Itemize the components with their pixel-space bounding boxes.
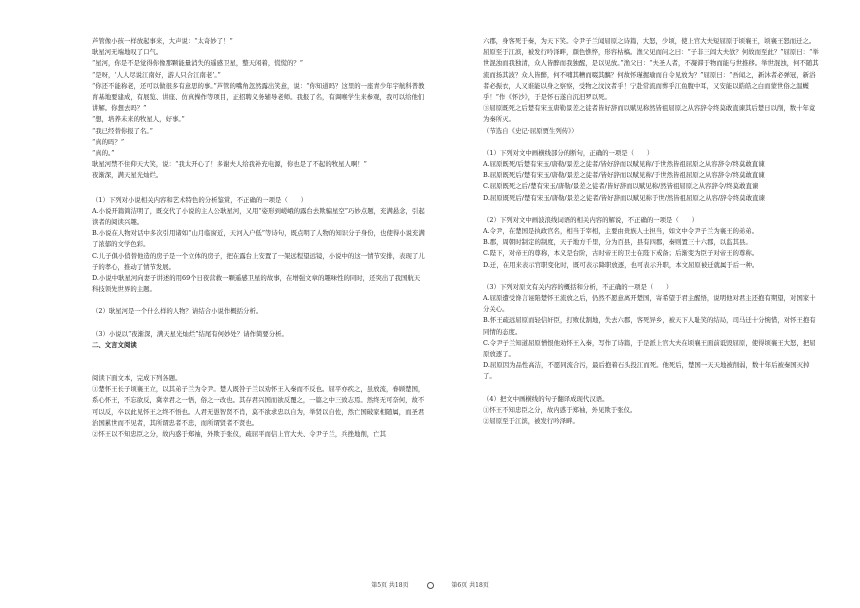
story-paragraph: “星河，你是不是觉得你像那颗能量消失的遥感卫星，整天闲着，慌慌的？” (92, 59, 304, 68)
question-1-option-c: C.儿子俱小俏替他造的房子是一个立体的房子，把在露台上安置了一架远程望远镜，小说中的这一情节安排，表现了儿子的孝心，推动了情节发展。 (92, 251, 425, 271)
question-1-option-d: D.屈原既死后/楚有宋玉/唐勒/景差之徒者/皆好辞而以赋见称于世/然皆祖屈原之从容/辞令终莫敢直谏 (483, 193, 765, 202)
page-footer (0, 580, 860, 589)
right-page-column (483, 36, 821, 427)
translation-sentence-2: ②屈原至于江滨，被发行吟泽畔。 (483, 417, 579, 426)
story-paragraph: 夜渐深，满天星光灿烂。 (92, 171, 163, 180)
story-paragraph: “我已经替你报了名。” (92, 126, 153, 135)
question-3-option-d: D.屈原因为品性高洁，不愿同流合污，最后抱着石头投江而死。他死后，楚国一天天地被削弱，数十年后被秦国灭掉了。 (483, 361, 810, 381)
question-2-option-d: D.迁，在用来表示官职变化时，既可表示降职放逐，也可表示升职，本文屈原被迁就属于后一种。 (483, 260, 759, 269)
section-heading: 二、文言文阅读 (92, 340, 137, 349)
story-paragraph: 耿星河禁不住仰天大笑，说：“我太开心了！多谢夫人给我补充电源，你也是了不起的牧星人啊！” (92, 160, 367, 169)
passage-source: （节选自《史记·屈原贾生列传》） (483, 126, 578, 135)
story-paragraph: “你还不能称老，还可以做很多有意思的事。”芦管的嘴角忽然露出笑意，说：“你知道吗？这里的一座青少年宇航科普教育基地要建成，有展览、讲座、仿真操作等项目，正招聘义务辅导老师。我报了名，有调喉学生来参观，我可以给他们讲解。你想去吗？” (92, 81, 425, 113)
story-paragraph: “真的吗？” (92, 137, 125, 146)
question-1-option-d: D.小说中耿星河向妻子讲述的用69个日夜营救一颗遥感卫星的故事，在增强文章的趣味性的同时，还突出了我国航天科技领先世界的主题。 (92, 274, 421, 294)
question-1-stem: （1）下列对文中画横线部分的断句，正确的一项是（ ） (483, 148, 654, 157)
question-2-option-b: B.郡，周朝时制定的制度，天子地方千里，分为百县，县有四郡，秦则置三十六郡，以监其县。 (483, 238, 752, 247)
page-number-left: 第5页 共18页 (371, 582, 409, 589)
story-paragraph: 芦管像小孩一样放起事来，大声说：“太奇妙了！” (92, 37, 233, 45)
question-2-stem: （2）下列对文中画波浪线词语的相关内容的解说，不正确的一项是（ ） (483, 215, 698, 224)
question-1-option-c: C.屈原既死之后/楚有宋玉/唐勒/景差之徒者/皆好辞而以赋见称/然皆祖屈原之从容辞令/终莫敢直谏 (483, 182, 759, 191)
fold-circle-icon (427, 582, 434, 589)
translation-sentence-1: ①怀王不知忠臣之分，故内惑于郑袖，外见欺于张仪。 (483, 405, 637, 414)
reading-instruction: 阅读下面文本，完成下列各题。 (92, 374, 182, 383)
question-1-option-a: A.小说开篇简洁明了，既交代了小说的主人公耿星河，又用“姿形到嵯峨的露台去欺骗星空”巧妙点题，充满悬念，引起读者的阅读兴趣。 (92, 206, 425, 227)
question-3-stem: （3）小说以“夜渐深，满天星光灿烂”结尾有何妙处？请作简要分析。 (92, 329, 288, 338)
question-1-option-b: B.小说在人物对话中多次引用诸如“山月临窗近，天河入户低”等诗句，既点明了人物的知识分子身份，也使得小说充满了浓郁的文学色彩。 (92, 229, 425, 249)
story-paragraph: 耿星河无端地叹了口气。 (92, 48, 163, 57)
question-2-stem: （2）耿星河是一个什么样的人物？请结合小说作概括分析。 (92, 307, 263, 316)
story-paragraph: “真的。” (92, 149, 115, 158)
question-2-option-a: A.令尹，在楚国是执政官名，相当于宰相，主要由贵族人士担当，如文中令尹子兰为襄王的弟弟。 (483, 227, 759, 236)
passage-paragraph-2-continued: 六郡，身客死于秦，为天下笑。令尹子兰闻屈原之诗篇，大怒，少顷，使上官大夫短屈原于顷襄王，顷襄王怒而迁之。屈原至于江滨，被发行吟泽畔，颜色憔悴，形容枯槁。渔父见而问之曰：“子非三闾大夫欤？何故而至此？”屈原曰：“举世混浊而我独清，众人皆醉而我独醒，是以见放。”渔父曰：“夫圣人者，不凝滞于物而能与世推移。举世混浊，何不随其流而扬其波？众人皆醉，何不哺其糟而啜其醨？何故怀瑾握瑜而自令见放为？”屈原曰：“吾闻之，新沐者必弹冠，新浴者必振衣，人又谁能以身之察察，受物之汶汶者乎！宁赴常流而葬乎江鱼腹中耳，又安能以皓皓之白而蒙世俗之温蠖乎！”作《怀沙》，于是怀石遂自沉汨罗以死。 (483, 37, 819, 102)
question-1-option-a: A.屈原既死/后楚有宋玉/唐勒/景差之徒者/皆好辞而以赋见称/于世然皆祖屈原之从容辞令/终莫敢直谏 (483, 160, 765, 169)
question-2-option-c: C.陛下，对帝王的尊称，本义是台阶，古时帝王的卫士在陛下戒备；后渐变为臣子对帝王的尊称。 (483, 249, 759, 258)
left-page-column (92, 36, 426, 440)
question-3-stem: （3）下列对原文有关内容的概括和分析，不正确的一项是（ ） (483, 282, 673, 291)
question-1-option-b: B.屈原既死后/楚有宋玉/唐勒/景差之徒者/皆好辞而以赋见称/于世然皆祖屈原之从容辞令/终莫敢直谏 (483, 171, 765, 180)
story-paragraph: “是呀，‘人人尽说江南好，游人只合江南老’。” (92, 70, 221, 79)
page-number-right: 第6页 共18页 (451, 582, 489, 589)
passage-paragraph-2: ②怀王以不知忠臣之分，故内惑于郑袖，外欺于张仪，疏屈平而信上官大夫、令尹子兰，兵挫地削，亡其 (92, 430, 386, 439)
question-3-option-b: B.怀王疏远屈原而轻信奸臣，打败仗割地，失去六郡，客死异乡，被天下人耻笑的结局，司马迁十分惋惜，对怀王抱有同情的态度。 (483, 316, 816, 336)
question-1-stem: （1）下列对小说相关内容和艺术特色的分析鉴赏，不正确的一项是（ ） (92, 195, 307, 204)
question-3-option-a: A.屈原遭受谗言诬陷楚怀王流放之后，仍然不愿意离开楚国，寄希望于君主醒悟，说明他对君主还抱有期望，对国家十分关心。 (483, 294, 816, 314)
question-3-option-c: C.令尹子兰知道屈原憎恨他劝怀王入秦，写作了诗篇，于是派上官大夫在顷襄王面前诋毁屈原，使得顷襄王大怒，把屈原放逐了。 (483, 338, 816, 359)
story-paragraph: “想，培养未来的牧星人，好事。” (92, 115, 185, 124)
passage-paragraph-3: ③屈原既死之后楚有宋玉唐勒景差之徒者皆好辞而以赋见称然皆祖屈原之从容辞令终莫敢直谏其后楚日以削，数十年竟为秦所灭。 (483, 104, 816, 124)
question-4-stem: （4）把文中画横线的句子翻译成现代汉语。 (483, 394, 609, 403)
passage-paragraph-1: ①楚怀王长子顷襄王立，以其弟子兰为令尹。楚人既咎子兰以劝怀王入秦而不反也。屈平亦疾之，虽放流，眷顾楚国，系心怀王，不忘欲反，冀幸君之一悟，俗之一改也。其存君兴国而欲反覆之，一篇之中三致志焉。然终无可奈何，故不可以反，卒以此见怀王之终不悟也。人君无愚智贤不肖，莫不欲求忠以自为，举贤以自佐，然亡国破家相随属，而圣君治国累世而不见者，其所谓忠者不忠，而所谓贤者不贤也。 (92, 385, 425, 427)
